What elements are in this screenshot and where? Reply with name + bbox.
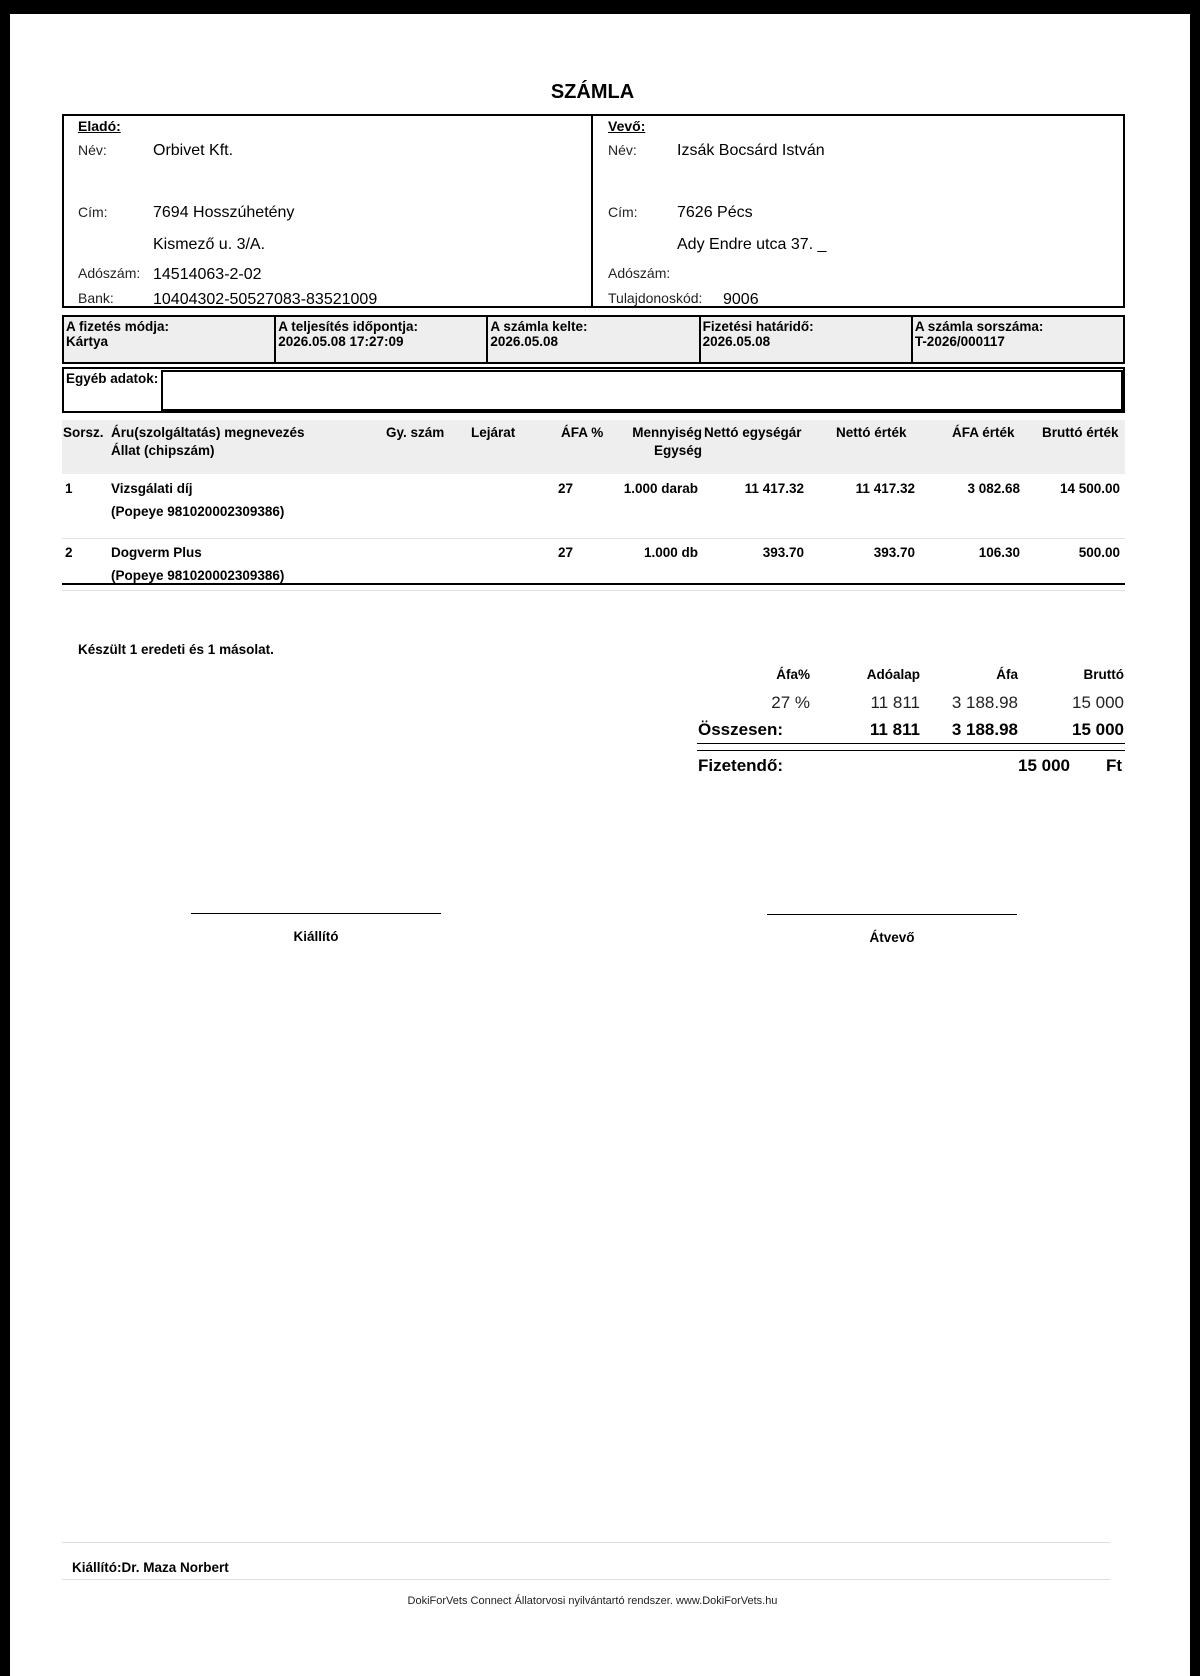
total-gross: 15 000 xyxy=(1072,720,1124,739)
col-net-unit-price: Nettó egységár xyxy=(704,425,802,440)
summary-head-base: Adóalap xyxy=(866,667,920,682)
row-number: 1 xyxy=(65,481,73,496)
issuer-signature-label: Kiállító xyxy=(293,929,339,944)
col-quantity: Mennyiség xyxy=(632,425,702,440)
meta-row xyxy=(62,315,1125,364)
total-base: 11 811 xyxy=(869,720,920,739)
summary-rate: 27 % xyxy=(771,693,810,712)
footer-system-text: DokiForVets Connect Állatorvosi nyilvántartó rendszer. www.DokiForVets.hu xyxy=(407,1595,778,1607)
row-item-chip: (Popeye 981020002309386) xyxy=(111,504,285,519)
buyer-name-label: Név: xyxy=(608,142,637,158)
meta-completion-date: A teljesítés időpontja: 2026.05.08 17:27:09 xyxy=(276,317,488,362)
row-net-unit-price: 393.70 xyxy=(762,545,804,560)
buyer-heading: Vevő: xyxy=(608,118,646,134)
row-net-value: 393.70 xyxy=(873,545,915,560)
seller-address-line2: Kismező u. 3/A. xyxy=(153,236,266,253)
buyer-name: Izsák Bocsárd István xyxy=(677,142,825,159)
footer-rule-top xyxy=(62,1542,1110,1543)
seller-heading: Eladó: xyxy=(78,118,121,134)
summary-gross: 15 000 xyxy=(1072,693,1124,712)
row-quantity: 1.000 db xyxy=(643,545,698,560)
invoice-page xyxy=(10,14,1190,1676)
total-rule xyxy=(697,743,1125,744)
col-vat-rate: ÁFA % xyxy=(561,425,604,440)
buyer-owner-label: Tulajdonoskód: xyxy=(608,290,703,306)
copies-note: Készült 1 eredeti és 1 másolat. xyxy=(78,642,274,657)
col-expiry: Lejárat xyxy=(471,425,516,440)
invoice-title: SZÁMLA xyxy=(550,81,635,103)
buyer-tax-label: Adószám: xyxy=(608,265,671,281)
summary-vat: 3 188.98 xyxy=(951,693,1018,712)
col-gross-value: Bruttó érték xyxy=(1042,425,1119,440)
payable-label: Fizetendő: xyxy=(698,756,783,775)
buyer-address-label: Cím: xyxy=(608,204,638,220)
receiver-signature-line xyxy=(767,914,1017,915)
meta-due-date: Fizetési határidő: 2026.05.08 xyxy=(701,317,913,362)
col-batch: Gy. szám xyxy=(386,425,445,440)
summary-head-gross: Bruttó xyxy=(1083,667,1124,682)
buyer-address-line1: 7626 Pécs xyxy=(677,204,753,221)
meta-invoice-number: A számla sorszáma: T-2026/000117 xyxy=(914,319,1044,349)
other-data-label: Egyéb adatok: xyxy=(66,371,159,386)
meta-invoice-date: A számla kelte: 2026.05.08 xyxy=(488,317,700,362)
row-vat-rate: 27 xyxy=(558,481,574,496)
col-unit: Egység xyxy=(653,443,702,458)
col-chip: Állat (chipszám) xyxy=(111,443,215,458)
row-net-unit-price: 11 417.32 xyxy=(744,481,804,496)
buyer-address-line2: Ady Endre utca 37. _ xyxy=(677,236,827,253)
row-quantity: 1.000 darab xyxy=(623,481,698,496)
row-gross-value: 500.00 xyxy=(1078,545,1120,560)
payable-rule xyxy=(697,750,1125,751)
payable-currency: Ft xyxy=(1106,756,1123,775)
row-item-chip: (Popeye 981020002309386) xyxy=(111,568,285,583)
summary-base: 11 811 xyxy=(870,693,920,712)
seller-address-line1: 7694 Hosszúhetény xyxy=(153,204,295,221)
col-name: Áru(szolgáltatás) megnevezés xyxy=(111,425,305,440)
table-bottom-rule xyxy=(62,583,1125,585)
receiver-signature-label: Átvevő xyxy=(869,930,915,945)
parties-divider xyxy=(591,114,593,308)
summary-head-rate: Áfa% xyxy=(776,667,810,682)
col-vat-value: ÁFA érték xyxy=(952,425,1015,440)
payable-amount: 15 000 xyxy=(1018,756,1070,775)
footer-rule-bottom xyxy=(62,1579,1110,1580)
row-vat-value: 3 082.68 xyxy=(967,481,1020,496)
seller-address-label: Cím: xyxy=(78,204,108,220)
col-sorsz: Sorsz. xyxy=(63,425,104,440)
row-item-name: Dogverm Plus xyxy=(111,545,202,560)
buyer-owner-code: 9006 xyxy=(723,291,759,308)
seller-tax-label: Adószám: xyxy=(78,265,141,281)
row-number: 2 xyxy=(65,545,73,560)
meta-payment-method: A fizetés módja: Kártya xyxy=(64,317,276,362)
other-data-field xyxy=(161,370,1123,411)
seller-name: Orbivet Kft. xyxy=(153,142,234,159)
seller-bank-account: 10404302-50527083-83521009 xyxy=(153,291,378,308)
row-gross-value: 14 500.00 xyxy=(1059,481,1120,496)
footer-issuer: Kiállító:Dr. Maza Norbert xyxy=(72,1560,229,1575)
col-net-value: Nettó érték xyxy=(836,425,907,440)
row-net-value: 11 417.32 xyxy=(855,481,915,496)
seller-bank-label: Bank: xyxy=(78,290,114,306)
total-label: Összesen: xyxy=(698,720,784,739)
issuer-signature-line xyxy=(191,913,441,914)
seller-tax-number: 14514063-2-02 xyxy=(153,266,262,283)
total-vat: 3 188.98 xyxy=(951,720,1018,739)
row-vat-value: 106.30 xyxy=(978,545,1020,560)
row-vat-rate: 27 xyxy=(558,545,574,560)
summary-head-vat: Áfa xyxy=(996,667,1018,682)
seller-name-label: Név: xyxy=(78,142,107,158)
row-item-name: Vizsgálati díj xyxy=(111,481,193,496)
